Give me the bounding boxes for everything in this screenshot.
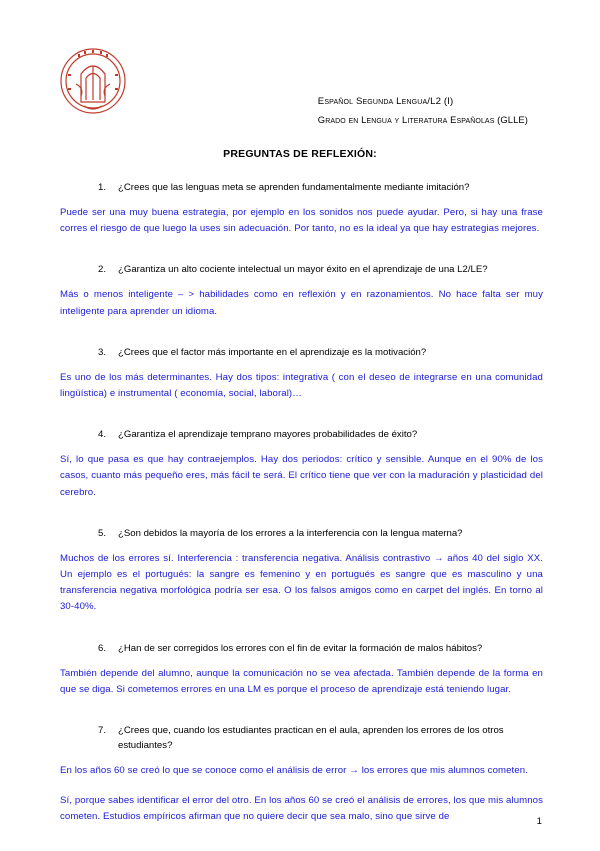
course-title: Español Segunda Lengua/L2 (I): [317, 96, 454, 107]
questions-list: [60, 180, 543, 851]
question-number: 2.: [98, 264, 107, 276]
page-title: PREGUNTAS DE REFLEXIÓN:: [223, 148, 377, 160]
question-number: 7.: [98, 725, 107, 737]
question: [98, 641, 543, 656]
document-header: [318, 96, 528, 125]
question-block: [60, 641, 543, 698]
question-block: [60, 526, 543, 616]
question-number: 4.: [98, 429, 107, 441]
answer-text: Puede ser una muy buena estrategia, por ejemplo en los sonidos nos puede ayudar. Pero, si hay una frase corres el riesgo de que luego la uses sin adecuación. Por tanto, no es la ideal ya que hay estrategias mejores.: [60, 207, 543, 235]
question: [98, 180, 543, 195]
answer-text: Es uno de los más determinantes. Hay dos tipos: integrativa ( con el deseo de integrarse en una comunidad lingüística) e instrumental ( economía, social, laboral)…: [60, 371, 543, 400]
question: [98, 262, 543, 277]
question: [98, 526, 543, 541]
question-block: [60, 262, 543, 319]
question-text: ¿Crees que las lenguas meta se aprenden fundamentalmente mediante imitación?: [118, 182, 470, 193]
question-text: ¿Son debidos la mayoría de los errores a la interferencia con la lengua materna?: [118, 527, 463, 539]
question-text: ¿Garantiza el aprendizaje temprano mayores probabilidades de éxito?: [118, 429, 418, 441]
answer-text: Más o menos inteligente – > habilidades como en reflexión y en razonamientos. No hace falta ser muy inteligente para aprender un idioma.: [60, 289, 543, 317]
question-text: ¿Crees que, cuando los estudiantes practican en el aula, aprenden los errores de los otros estudiantes?: [118, 725, 504, 752]
answer-text: Muchos de los errores sí. Interferencia : transferencia negativa. Análisis contrastivo → años 40 del siglo XX. Un ejemplo es el portugués: la sangre es femenino y en portugués es sangre que es masculino y una transferencia negativa morfológica podría ser esa. O los falsos amigos como en carpet del inglés. En torno al 30-40%.: [60, 552, 543, 613]
answer-text: Sí, porque sabes identificar el error del otro. En los años 60 se creó el análisis de errores, los que mis alumnos cometen. Estudios empíricos afirman que no quiere decir que sea malo, sino que sirve de: [60, 795, 543, 823]
university-seal-logo: [58, 44, 128, 122]
question-text: ¿Crees que el factor más importante en el aprendizaje es la motivación?: [118, 346, 427, 358]
degree-title: Grado en Lengua y Literatura Españolas (GLLE): [317, 114, 528, 125]
answer-text: Sí, lo que pasa es que hay contraejemplos. Hay dos periodos: crítico y sensible. Aunque en el 90% de los casos, cuanto más pequeño eres, más fácil te será. El crítico tiene que ver con la maduración y plasticidad del cerebro.: [60, 454, 543, 498]
question-text: ¿Han de ser corregidos los errores con el fin de evitar la formación de malos hábitos?: [118, 642, 483, 654]
question-text: ¿Garantiza un alto cociente intelectual un mayor éxito en el aprendizaje de una L2/LE?: [118, 264, 488, 276]
question-block: [60, 180, 543, 237]
question-number: 6.: [98, 642, 107, 654]
question: [98, 345, 543, 360]
question-block: [60, 723, 543, 826]
question-number: 5.: [98, 527, 107, 539]
question-number: 3.: [98, 346, 107, 358]
question-number: 1.: [98, 182, 107, 193]
question-block: [60, 345, 543, 402]
page-number: 1: [536, 816, 542, 827]
question: [98, 427, 543, 442]
answer-text: En los años 60 se creó lo que se conoce como el análisis de error → los errores que mis alumnos cometen.: [60, 765, 528, 777]
question: [98, 723, 543, 753]
question-block: [60, 427, 543, 501]
answer-text: También depende del alumno, aunque la comunicación no se vea afectada. También depende de la forma en que se diga. Si cometemos errores en una LM es porque el proceso de aprendizaje está teniendo lugar.: [60, 667, 543, 695]
